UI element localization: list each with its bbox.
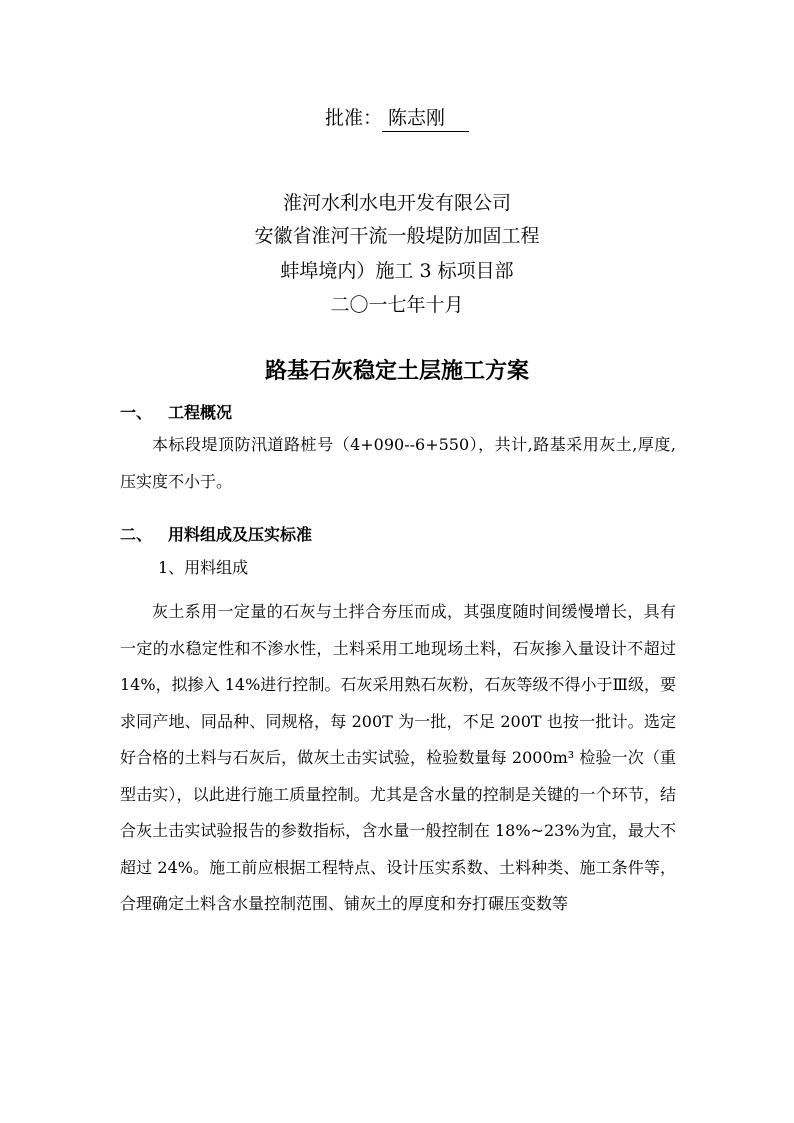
section-body-overview: 本标段堤顶防汛道路桩号（4+090--6+550），共计,路基采用灰土,厚度,压实度不小于。 bbox=[120, 435, 676, 491]
section-number: 二、 bbox=[120, 525, 153, 544]
approval-label: 批准： bbox=[324, 107, 382, 129]
document-title: 路基石灰稳定土层施工方案 bbox=[264, 358, 529, 384]
section-title: 工程概况 bbox=[168, 403, 233, 422]
section-title: 用料组成及压实标准 bbox=[168, 525, 313, 544]
section-body-materials: 灰土系用一定量的石灰与土拌合夯压而成，其强度随时间缓慢增长，具有一定的水稳定性和不渗水性，土料采用工地现场土料，石灰掺入量设计不超过 14%，拟掺入 14%进行控制。石灰采用熟石灰粉，石灰等级不得小于Ⅲ级，要求同产地、同品种、同规格，每 200T 为一批，不足 200T 也按一批计。选定好合格的土料与石灰后，做灰土击实试验，检验数量每 2000m³ 检验一次（重型击实），以此进行施工质量控制。尤其是含水量的控制是关键的一个环节，结合灰土击实试验报告的参数指标，含水量一般控制在 18%~23%为宜，最大不超过 24%。施工前应根据工程特点、设计压实系数、土料种类、施工条件等，合理确定土料含水量控制范围、铺灰土的厚度和夯打碾压变数等 bbox=[120, 602, 676, 913]
approval-line bbox=[0, 103, 794, 132]
approver-signature: 陈志刚 bbox=[382, 103, 469, 132]
section-heading-materials bbox=[120, 522, 312, 545]
subsection-heading: 1、用料组成 bbox=[158, 558, 249, 577]
section-number: 一、 bbox=[120, 403, 153, 422]
section-heading-overview bbox=[120, 400, 232, 423]
project-department: 蚌埠境内）施工 3 标项目部 bbox=[280, 260, 514, 282]
project-name: 安徽省淮河干流一般堤防加固工程 bbox=[254, 225, 540, 247]
org-name: 淮河水利水电开发有限公司 bbox=[282, 192, 511, 214]
document-date: 二〇一七年十月 bbox=[330, 294, 464, 316]
